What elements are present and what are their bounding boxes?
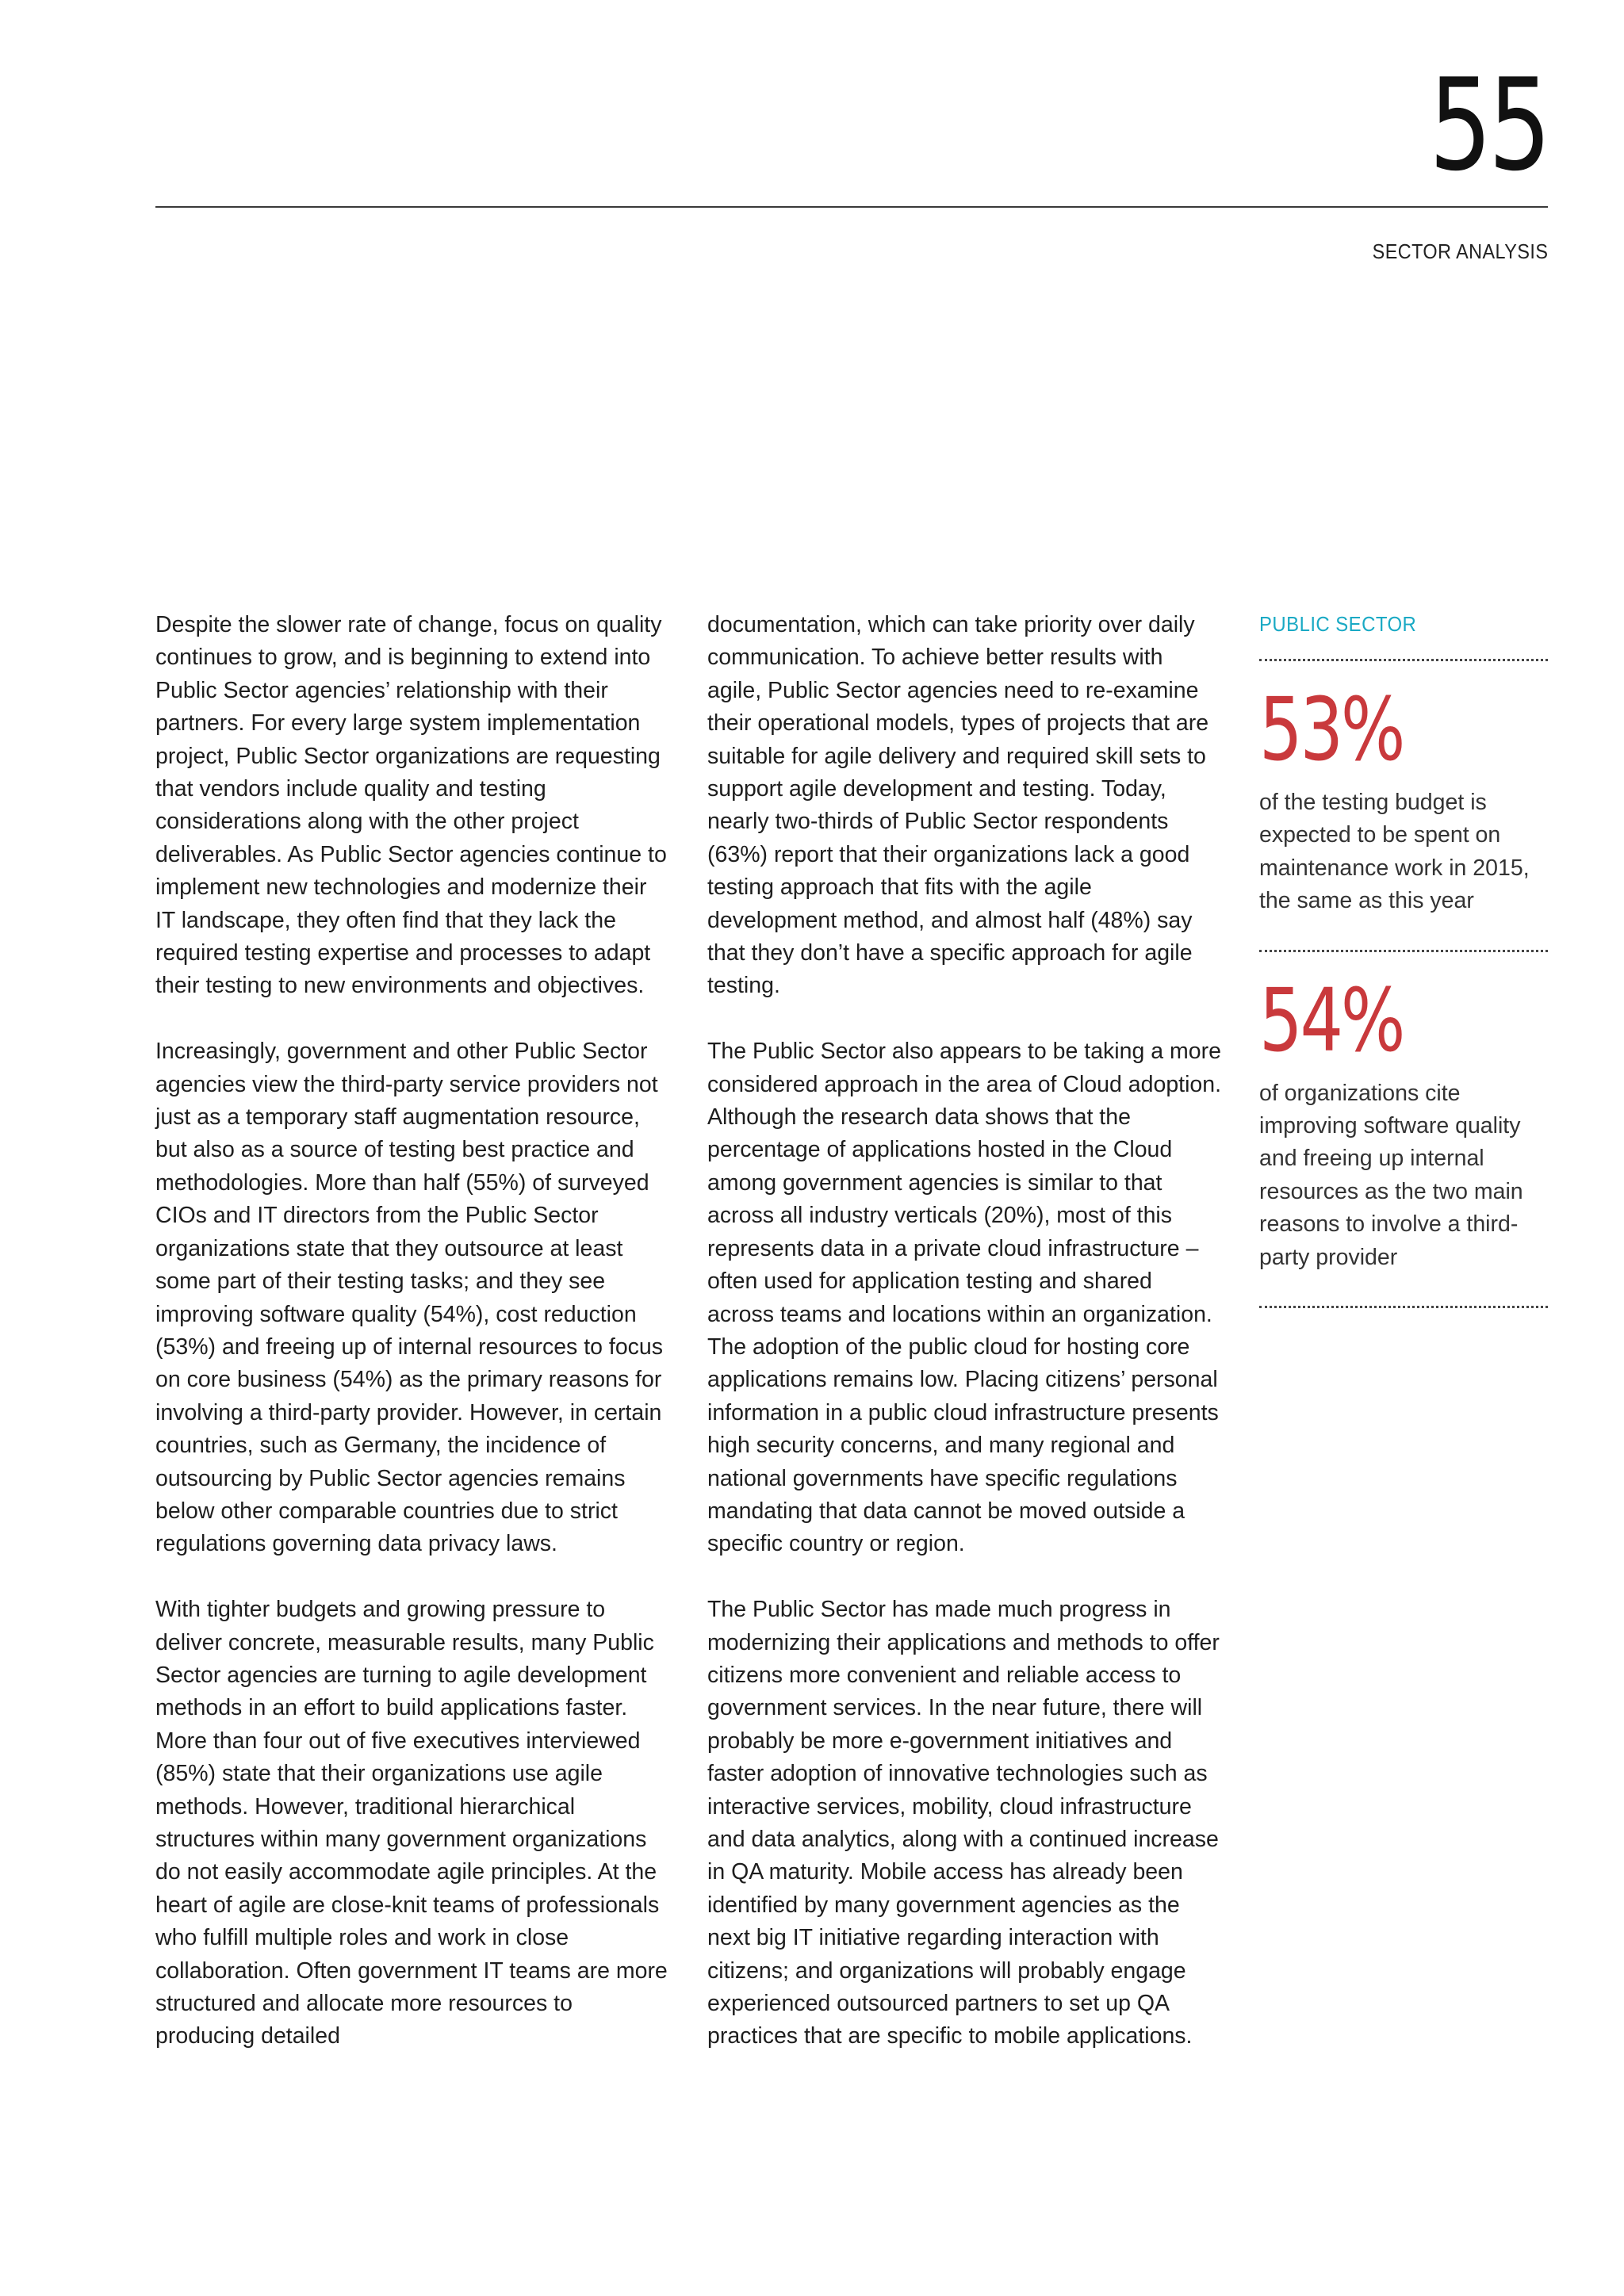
- stat-description: of organizations cite improving software quality and freeing up internal resources as the two main reasons to involve a third-party provider: [1259, 1080, 1523, 1270]
- dotted-divider: [1259, 1306, 1548, 1308]
- paragraph: documentation, which can take priority over daily communication. To achieve better results with agile, Public Sector agencies need to re-examine their operational models, types of projects that are suitable for agile delivery and required skill sets to support agile development and testing. Today, nearly two-thirds of Public Sector respondents (63%) report that their organizations lack a good testing approach that fits with the agile development method, and almost half (48%) say that they don’t have a specific approach for agile testing.: [707, 612, 1209, 999]
- body-column-left: [155, 609, 671, 2086]
- stat-block: [1259, 952, 1548, 1306]
- stat-description: of the testing budget is expected to be spent on maintenance work in 2015, the same as this year: [1259, 790, 1530, 914]
- stat-block: [1259, 661, 1548, 950]
- stat-value: 54%: [1259, 969, 1404, 1071]
- section-label: SECTOR ANALYSIS: [1372, 239, 1548, 263]
- stat-value: 53%: [1259, 679, 1404, 780]
- page-number: 55: [1429, 51, 1548, 199]
- paragraph: Despite the slower rate of change, focus on quality continues to grow, and is beginning to extend into Public Sector agencies’ relationship with their partners. For every large system implementation project, Public Sector organizations are requesting that vendors include quality and testing considerations along with the other project deliverables. As Public Sector agencies continue to implement new technologies and modernize their IT landscape, they often find that they lack the required testing expertise and processes to adapt their testing to new environments and objectives.: [155, 612, 667, 999]
- paragraph: The Public Sector has made much progress in modernizing their applications and methods to offer citizens more convenient and reliable access to government services. In the near future, there will probably be more e-government initiatives and faster adoption of innovative technologies such as interactive services, mobility, cloud infrastructure and data analytics, along with a continued increase in QA maturity. Mobile access has already been identified by many government agencies as the next big IT initiative regarding interaction with citizens; and organizations will probably engage experienced outsourced partners to set up QA practices that are specific to mobile applications.: [707, 1597, 1220, 2049]
- body-column-middle: [707, 609, 1223, 2086]
- paragraph: With tighter budgets and growing pressure to deliver concrete, measurable results, many Public Sector agencies are turning to agile development methods in an effort to build applications faster. More than four out of five executives interviewed (85%) state that their organizations use agile methods. However, traditional hierarchical structures within many government organizations do not easily accommodate agile principles. At the heart of agile are close-knit teams of professionals who fulfill multiple roles and work in close collaboration. Often government IT teams are more structured and allocate more resources to producing detailed: [155, 1597, 668, 2049]
- paragraph: The Public Sector also appears to be taking a more considered approach in the area of Cloud adoption. Although the research data shows that the percentage of applications hosted in the Cloud among government agencies is similar to that across all industry verticals (20%), most of this represents data in a private cloud infrastructure – often used for application testing and shared across teams and locations within an organization. The adoption of the public cloud for hosting core applications remains low. Placing citizens’ personal information in a public cloud infrastructure presents high security concerns, and many regional and national governments have specific regulations mandating that data cannot be moved outside a specific country or region.: [707, 1039, 1222, 1557]
- paragraph: Increasingly, government and other Public Sector agencies view the third-party service providers not just as a temporary staff augmentation resource, but also as a source of testing best practice and methodologies. More than half (55%) of surveyed CIOs and IT directors from the Public Sector organizations state that they outsource at least some part of their testing tasks; and they see improving software quality (54%), cost reduction (53%) and freeing up of internal resources to focus on core business (54%) as the primary reasons for involving a third-party provider. However, in certain countries, such as Germany, the incidence of outsourcing by Public Sector agencies remains below other comparable countries due to strict regulations governing data privacy laws.: [155, 1039, 664, 1557]
- sidebar-stats: [1259, 612, 1548, 1308]
- header-divider: [155, 206, 1548, 208]
- sidebar-title: PUBLIC SECTOR: [1259, 612, 1417, 636]
